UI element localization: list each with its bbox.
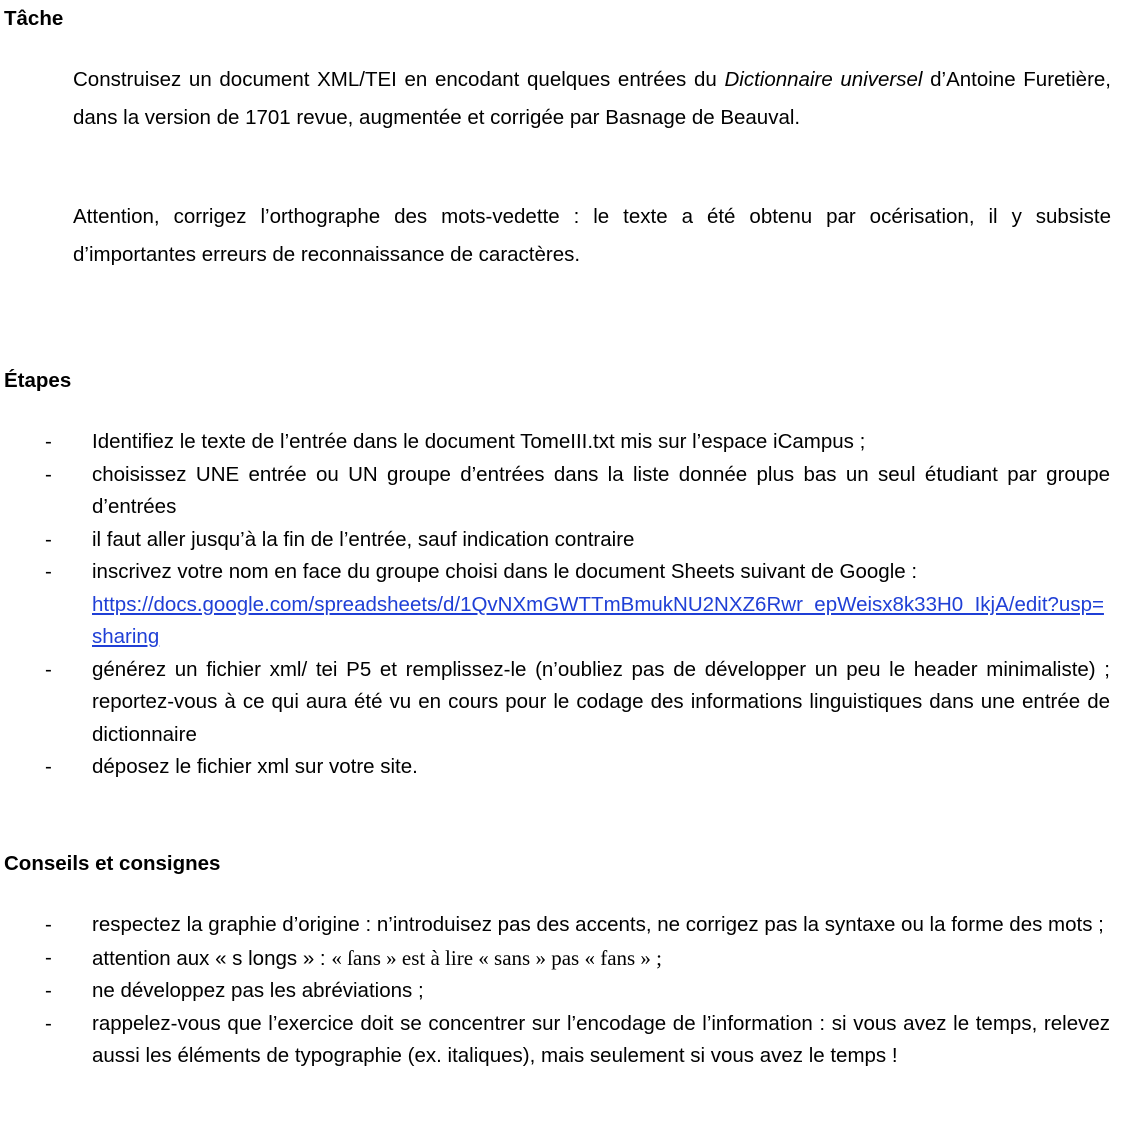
heading-etapes: Étapes (4, 369, 72, 392)
advice-text: attention aux « s longs » : (92, 946, 332, 970)
dash-bullet: - (45, 560, 52, 583)
heading-conseils: Conseils et consignes (4, 852, 221, 875)
list-item (0, 459, 1110, 524)
dictionary-title: Dictionnaire universel (724, 68, 923, 91)
list-item (0, 556, 1110, 654)
step-text: déposez le fichier xml sur votre site. (92, 755, 418, 778)
step-text: Identifiez le texte de l’entrée dans le document TomeIII.txt mis sur l’espace iCampus ; (92, 430, 866, 453)
paragraph-task (73, 61, 1111, 137)
dash-bullet: - (45, 945, 52, 969)
advice-text: respectez la graphie d’origine : n’introduisez pas des accents, ne corrigez pas la syntaxe ou la forme des mots ; (92, 913, 1104, 936)
step-text: générez un fichier xml/ tei P5 et remplissez-le (n’oubliez pas de développer un peu le header minimaliste) ; reportez-vous à ce qui aura été vu en cours pour le codage des informations linguistiques dans une entrée de dictionnaire (92, 657, 1110, 746)
dash-bullet: - (45, 657, 52, 681)
list-item (0, 942, 1110, 976)
list-item (0, 975, 1110, 1008)
task-text-start: Construisez un document XML/TEI en encodant quelques entrées du (73, 68, 725, 91)
heading-tache: Tâche (4, 7, 64, 30)
paragraph-warning: Attention, corrigez l’orthographe des mots-vedette : le texte a été obtenu par océrisation, il y subsiste d’importantes erreurs de reconnaissance de caractères. (73, 205, 1111, 266)
long-s-example: « ſans » est à lire « sans » pas « fans » ; (331, 945, 663, 970)
step-text: inscrivez votre nom en face du groupe choisi dans le document Sheets suivant de Google : (92, 560, 918, 583)
google-sheets-link[interactable]: https://docs.google.com/spreadsheets/d/1QvNXmGWTTmBmukNU2NXZ6Rwr_epWeisx8k33H0_IkjA/edit?usp=sharing (92, 592, 1104, 648)
advice-text: ne développez pas les abréviations ; (92, 979, 424, 1002)
list-item (0, 751, 1110, 784)
step-text: choisissez UNE entrée ou UN groupe d’entrées dans la liste donnée plus bas un seul étudiant par groupe d’entrées (92, 462, 1110, 518)
dash-bullet: - (45, 755, 52, 778)
task-text-end: d’Antoine Furetière, dans la version de 1701 revue, augmentée et corrigée par Basnage de Beauval. (73, 68, 1112, 129)
dash-bullet: - (45, 527, 52, 551)
dash-bullet: - (45, 1011, 52, 1035)
step-text: il faut aller jusqu’à la fin de l’entrée, sauf indication contraire (92, 527, 635, 551)
dash-bullet: - (45, 430, 52, 453)
list-item (0, 524, 1110, 557)
steps-list (0, 426, 1136, 784)
list-item (0, 909, 1110, 942)
advice-list (0, 909, 1136, 1073)
list-item (0, 1008, 1110, 1073)
list-item (0, 426, 1110, 459)
dash-bullet: - (45, 913, 52, 936)
advice-text: rappelez-vous que l’exercice doit se concentrer sur l’encodage de l’information : si vous avez le temps, relevez aussi les éléments de typographie (ex. italiques), mais seulement si vous avez le temps ! (92, 1011, 1110, 1067)
dash-bullet: - (45, 979, 52, 1002)
list-item (0, 654, 1110, 752)
dash-bullet: - (45, 462, 52, 486)
